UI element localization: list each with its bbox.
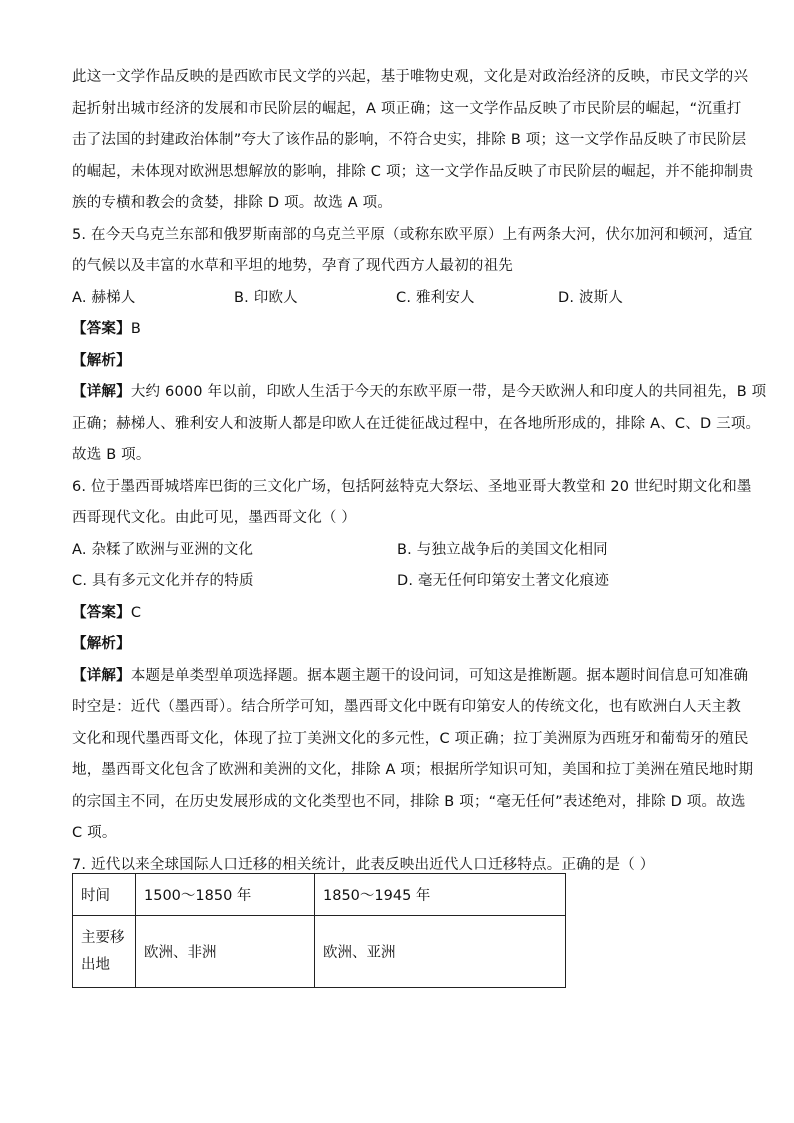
analysis-line [72, 346, 722, 378]
analysis-tag: 【解析】 [72, 352, 131, 369]
question-stem: 7. 近代以来全球国际人口迁移的相关统计，此表反映出近代人口迁移特点。正确的是（ ） [72, 856, 655, 873]
detail-tag: 【详解】 [72, 667, 131, 684]
option-d: D. 波斯人 [558, 289, 624, 306]
option-a: A. 杂糅了欧洲与亚洲的文化 [72, 541, 254, 558]
detail-line: 地，墨西哥文化包含了欧洲和美洲的文化，排除 A 项；根据所学知识可知，美国和拉丁美洲在殖民地时期 [72, 762, 754, 778]
migration-table [72, 873, 566, 988]
question-stem: 的气候以及丰富的水草和平坦的地势，孕育了现代西方人最初的祖先 [72, 258, 513, 274]
analysis-line [72, 629, 722, 661]
question-5 [72, 220, 767, 472]
text-line: 起折射出城市经济的发展和市民阶层的崛起，A 项正确；这一文学作品反映了市民阶层的崛起，“沉重打 [72, 100, 742, 117]
table-row [73, 916, 566, 988]
answer-tag: 【答案】 [72, 604, 131, 621]
option-c: C. 雅利安人 [396, 289, 475, 306]
question-stem: 6. 位于墨西哥城塔库巴街的三文化广场，包括阿兹特克大祭坛、圣地亚哥大教堂和 20 世纪时期文化和墨 [72, 478, 752, 495]
row-label-line: 出地 [81, 956, 110, 973]
option-b: B. 印欧人 [234, 289, 298, 306]
row-label-line: 主要移 [81, 929, 125, 946]
question-6 [72, 472, 754, 850]
detail-line: 故选 B 项。 [72, 447, 151, 463]
question-stem: 西哥现代文化。由此可见，墨西哥文化（ ） [72, 510, 357, 526]
option-d: D. 毫无任何印第安土著文化痕迹 [397, 573, 610, 589]
analysis-tag: 【解析】 [72, 636, 131, 652]
text-line: 族的专横和教会的贪婪，排除 D 项。故选 A 项。 [72, 195, 393, 211]
option-b: B. 与独立战争后的美国文化相同 [397, 541, 608, 558]
detail-text: 大约 6000 年以前，印欧人生活于今天的东欧平原一带，是今天欧洲人和印度人的共同祖先，B 项 [130, 384, 767, 400]
option-row [72, 283, 722, 315]
option-c: C. 具有多元文化并存的特质 [72, 573, 254, 589]
intro-paragraph [72, 62, 754, 220]
option-row [72, 535, 722, 567]
table-cell: 欧洲、亚洲 [315, 916, 566, 988]
detail-line: 文化和现代墨西哥文化，体现了拉丁美洲文化的多元性，C 项正确；拉丁美洲原为西班牙和葡萄牙的殖民 [72, 730, 749, 747]
table-cell: 时间 [73, 874, 136, 916]
table-header-row [73, 874, 566, 916]
detail-line [72, 377, 767, 409]
option-row [72, 566, 722, 598]
detail-tag: 【详解】 [72, 384, 131, 400]
answer-tag: 【答案】 [72, 321, 131, 337]
text-line: 此这一文学作品反映的是西欧市民文学的兴起，基于唯物史观，文化是对政治经济的反映，市民文学的兴 [72, 69, 749, 85]
table-cell: 1850～1945 年 [315, 874, 566, 916]
detail-line: 正确；赫梯人、雅利安人和波斯人都是印欧人在迁徙征战过程中，在各地所形成的，排除 A、C、D 三项。 [72, 415, 761, 432]
answer-line [72, 598, 722, 630]
table-cell: 欧洲、非洲 [136, 916, 315, 988]
detail-text: 本题是单类型单项选择题。据本题主题干的设问词，可知这是推断题。据本题时间信息可知准确 [130, 667, 749, 684]
answer-line [72, 314, 722, 346]
answer-value: B [130, 321, 141, 337]
table-cell [73, 916, 136, 988]
detail-line [72, 661, 749, 693]
answer-value: C [130, 604, 142, 621]
document-page [72, 62, 767, 881]
detail-line: 时空是：近代（墨西哥）。结合所学可知，墨西哥文化中既有印第安人的传统文化，也有欧洲白人天主教 [72, 699, 741, 715]
table-cell: 1500～1850 年 [136, 874, 315, 916]
option-a: A. 赫梯人 [72, 289, 136, 306]
detail-line: 的宗国主不同，在历史发展形成的文化类型也不同，排除 B 项；“毫无任何”表述绝对，排除 D 项。故选 [72, 793, 746, 810]
question-stem: 5. 在今天乌克兰东部和俄罗斯南部的乌克兰平原（或称东欧平原）上有两条大河，伏尔加河和顿河，适宜 [72, 226, 753, 243]
detail-line: C 项。 [72, 825, 117, 841]
text-line: 击了法国的封建政治体制”夸大了该作品的影响，不符合史实，排除 B 项；这一文学作品反映了市民阶层 [72, 132, 747, 148]
text-line: 的崛起，未体现对欧洲思想解放的影响，排除 C 项；这一文学作品反映了市民阶层的崛起，并不能抑制贵 [72, 163, 754, 180]
